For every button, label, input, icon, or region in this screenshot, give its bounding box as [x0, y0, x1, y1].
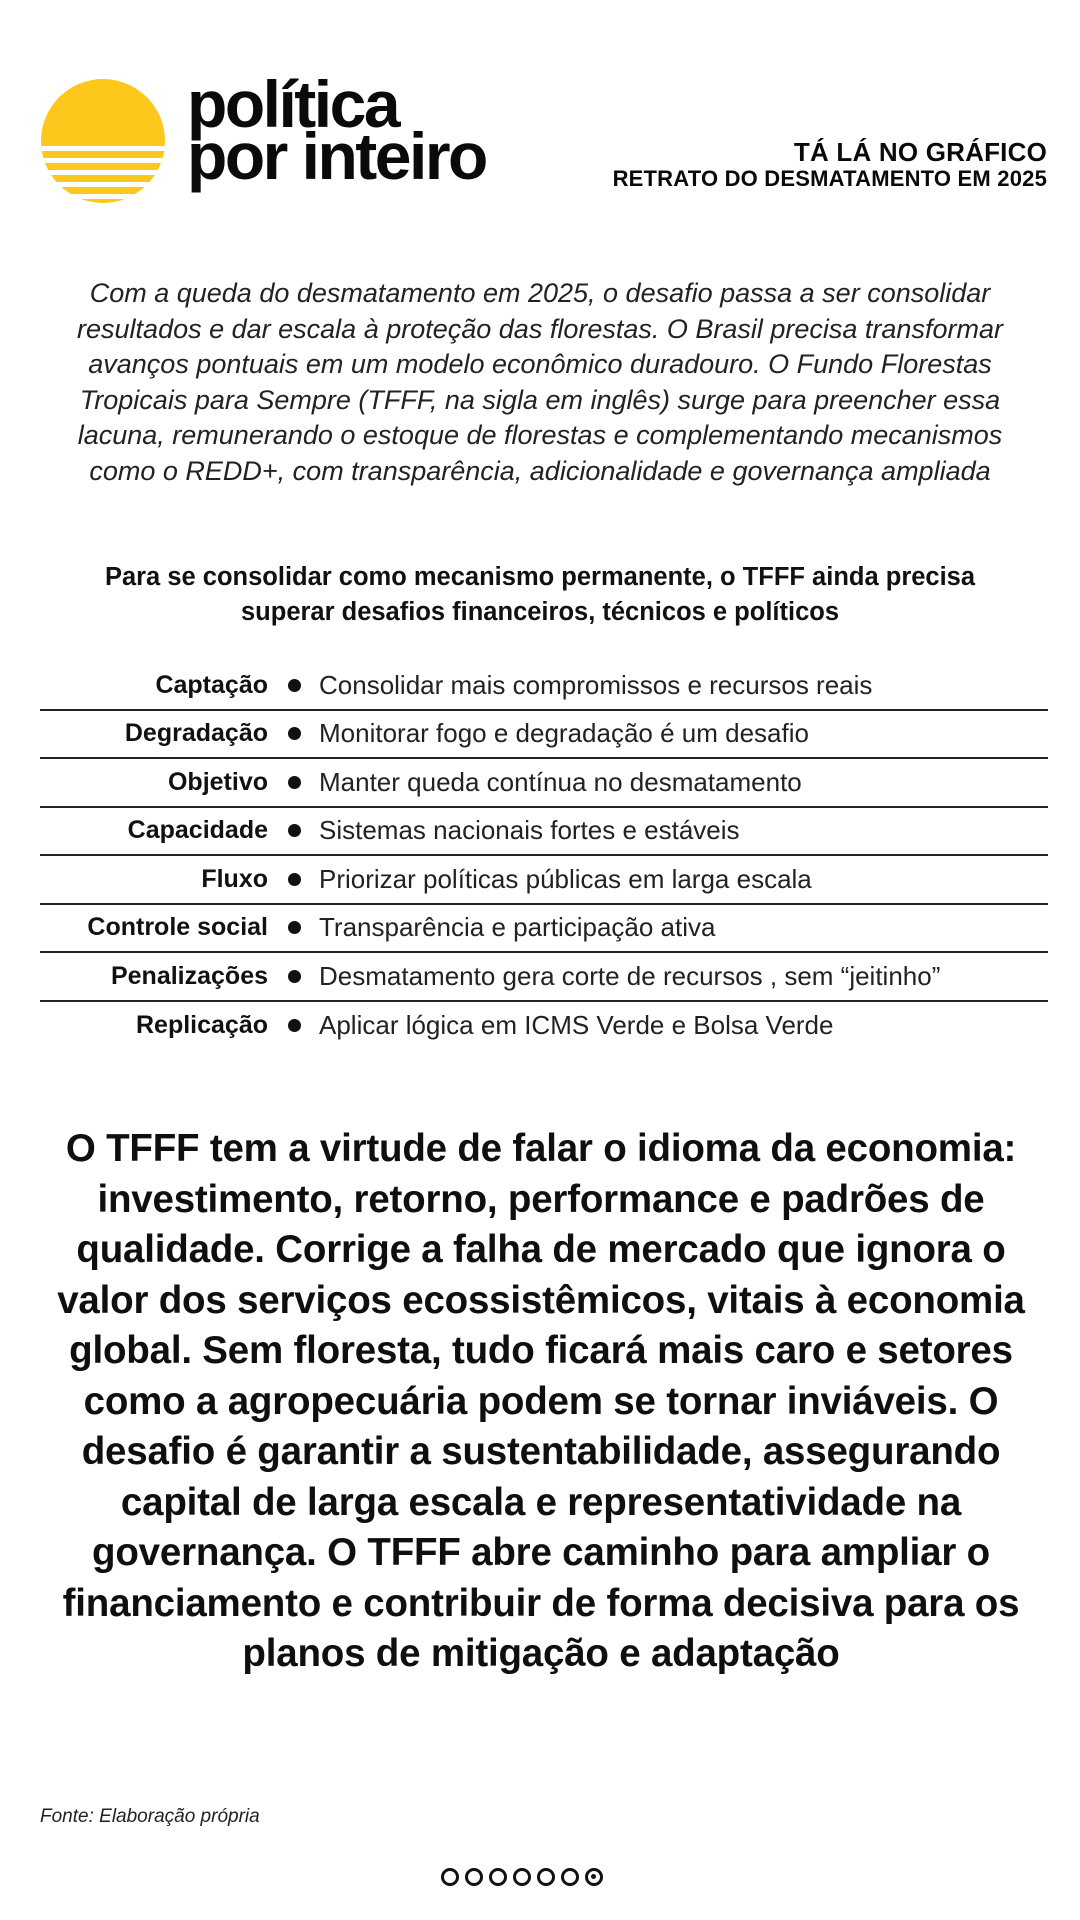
challenge-label: Capacidade [127, 816, 268, 845]
bullet-icon [288, 1019, 301, 1032]
page-dot-4[interactable] [513, 1868, 531, 1886]
intro-paragraph: Com a queda do desmatamento em 2025, o desafio passa a ser consolidar resultados e dar escala à proteção das florestas. O Brasil precisa transformar avanços pontuais em um modelo econômico duradouro. O Fundo Florestas Tropicais para Sempre (TFFF, na sigla em inglês) surge para preencher essa lacuna, remunerando o estoque de florestas e complementando mecanismos como o REDD+, com transparência, adicionalidade e governança ampliada [77, 278, 1003, 486]
challenge-label: Controle social [87, 913, 268, 942]
page-dot-3[interactable] [489, 1868, 507, 1886]
challenge-label: Objetivo [167, 767, 268, 796]
challenge-row [40, 662, 1048, 711]
challenge-description: Aplicar lógica em ICMS Verde e Bolsa Verde [319, 1010, 834, 1041]
page-dot-6[interactable] [561, 1868, 579, 1886]
brand-wordmark [187, 67, 486, 193]
brand-line-1: política [187, 67, 399, 141]
page-dot-7-active[interactable] [585, 1868, 603, 1886]
challenge-description: Monitorar fogo e degradação é um desafio [319, 718, 809, 749]
section-subheading: Para se consolidar como mecanismo permanente, o TFFF ainda precisa superar desafios financeiros, técnicos e políticos [104, 563, 976, 626]
challenge-description: Sistemas nacionais fortes e estáveis [319, 815, 740, 846]
challenge-description: Desmatamento gera corte de recursos , sem “jeitinho” [319, 960, 941, 991]
page-dot-1[interactable] [441, 1868, 459, 1886]
challenge-label: Penalizações [110, 961, 268, 990]
challenge-row [40, 711, 1048, 760]
challenge-row [40, 759, 1048, 808]
bullet-icon [288, 776, 301, 789]
kicker-title: TÁ LÁ NO GRÁFICO [793, 137, 1047, 167]
challenge-row [40, 856, 1048, 905]
challenge-description: Transparência e participação ativa [319, 912, 716, 943]
challenge-row [40, 808, 1048, 857]
challenge-description: Priorizar políticas públicas em larga escala [319, 863, 812, 894]
challenge-row [40, 953, 1048, 1002]
bullet-icon [288, 970, 301, 983]
page-dot-2[interactable] [465, 1868, 483, 1886]
bullet-icon [288, 824, 301, 837]
challenge-label: Fluxo [201, 864, 268, 893]
challenge-row [40, 1002, 1048, 1051]
brand-line-2: por inteiro [187, 119, 486, 193]
kicker-subtitle: RETRATO DO DESMATAMENTO EM 2025 [612, 166, 1047, 191]
bullet-icon [288, 679, 301, 692]
challenges-table [40, 662, 1048, 1050]
challenge-row [40, 905, 1048, 954]
carousel-pagination [441, 1868, 603, 1886]
bullet-icon [288, 727, 301, 740]
bullet-icon [288, 921, 301, 934]
source-note: Fonte: Elaboração própria [40, 1806, 260, 1827]
challenge-description: Manter queda contínua no desmatamento [319, 766, 802, 797]
page-dot-5[interactable] [537, 1868, 555, 1886]
challenge-label: Captação [155, 670, 268, 699]
challenge-description: Consolidar mais compromissos e recursos reais [319, 669, 873, 700]
bullet-icon [288, 873, 301, 886]
highlight-quote: O TFFF tem a virtude de falar o idioma da economia: investimento, retorno, performance e padrões de qualidade. Corrige a falha de mercado que ignora o valor dos serviços ecossistêmicos, vitais à economia global. Sem floresta, tudo ficará mais caro e setores como a agropecuária podem se tornar inviáveis. O desafio é garantir a sustentabilidade, assegurando capital de larga escala e representatividade na governança. O TFFF abre caminho para ampliar o financiamento e contribuir de forma decisiva para os planos de mitigação e adaptação [57, 1127, 1025, 1675]
challenge-label: Replicação [135, 1011, 268, 1040]
sun-logo-icon [40, 78, 166, 204]
header [0, 0, 1080, 230]
challenge-label: Degradação [124, 719, 268, 748]
kicker [613, 138, 1047, 192]
